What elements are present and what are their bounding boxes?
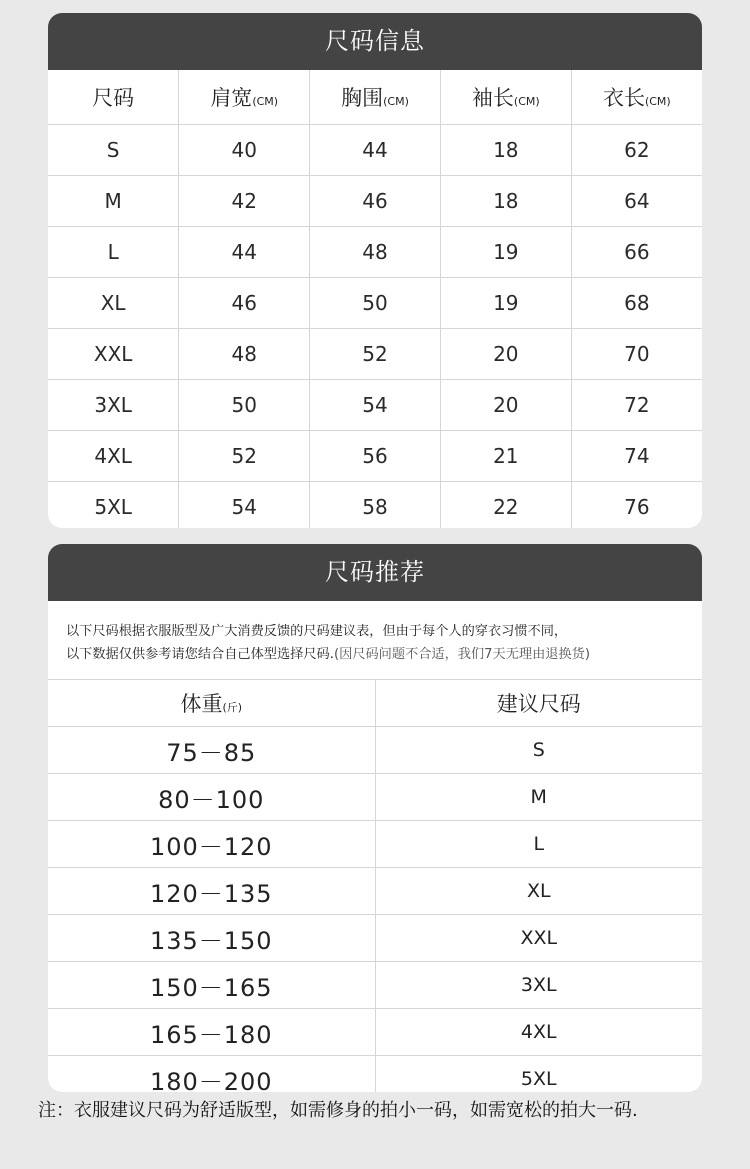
header-sleeve: 袖长(CM) [440,70,571,125]
cell-weight-range: 120－135 [48,868,375,915]
cell-length: 70 [571,329,702,380]
size-footnote: 注：衣服建议尺码为舒适版型，如需修身的拍小一码，如需宽松的拍大一码. [38,1100,638,1121]
table-row [48,329,702,380]
cell-chest: 48 [310,227,441,278]
cell-length: 76 [624,495,650,519]
cell-recommended-size: 3XL [375,962,702,1009]
table-row [48,1009,702,1056]
table-row [48,227,702,278]
size-info-header-row [48,70,702,125]
cell-size: 3XL [48,380,179,431]
cell-recommended-size: 5XL [520,1068,557,1090]
notice-line-2: 以下数据仅供参考请您结合自己体型选择尺码.(因尺码问题不合适，我们7天无理由退换货) [66,647,591,662]
cell-length: 62 [571,125,702,176]
cell-chest: 46 [310,176,441,227]
header-weight: 体重(斤) [48,680,375,727]
table-row [48,125,702,176]
header-length: 衣长(CM) [571,70,702,125]
header-shoulder: 肩宽(CM) [179,70,310,125]
header-chest: 胸围(CM) [310,70,441,125]
cell-length: 72 [571,380,702,431]
cell-chest: 58 [310,482,441,529]
cell-recommended-size: L [375,821,702,868]
table-row [48,431,702,482]
cell-size: L [48,227,179,278]
cell-sleeve: 21 [440,431,571,482]
cell-recommended-size: S [375,727,702,774]
header-size: 尺码 [48,70,179,125]
cell-sleeve: 20 [440,380,571,431]
cell-weight-range: 180－200 [48,1056,375,1093]
cell-size: 5XL [48,482,179,529]
cell-shoulder: 40 [179,125,310,176]
cell-weight-range: 75－85 [48,727,375,774]
cell-size: M [48,176,179,227]
cell-length: 74 [571,431,702,482]
size-recommend-table [48,680,702,1092]
cell-weight-range: 135－150 [48,915,375,962]
cell-recommended-size: XL [375,868,702,915]
table-row [48,176,702,227]
cell-length: 66 [571,227,702,278]
notice-return-policy: (因尺码问题不合适，我们7天无理由退换货) [333,647,591,662]
cell-shoulder: 44 [179,227,310,278]
cell-size: XXL [48,329,179,380]
cell-sleeve: 19 [440,227,571,278]
cell-shoulder: 46 [179,278,310,329]
cell-shoulder: 54 [179,482,310,529]
cell-weight-range: 150－165 [48,962,375,1009]
table-row [48,1056,702,1093]
table-row [48,821,702,868]
size-recommend-card [48,544,702,1092]
cell-chest: 50 [310,278,441,329]
cell-size: 4XL [48,431,179,482]
cell-shoulder: 48 [179,329,310,380]
cell-shoulder: 42 [179,176,310,227]
cell-length: 68 [571,278,702,329]
table-row [48,380,702,431]
table-row [48,915,702,962]
cell-weight-range: 80－100 [48,774,375,821]
cell-chest: 52 [310,329,441,380]
cell-shoulder: 50 [179,380,310,431]
cell-shoulder: 52 [179,431,310,482]
size-info-title: 尺码信息 [48,13,702,70]
cell-chest: 56 [310,431,441,482]
cell-sleeve: 18 [440,176,571,227]
cell-weight-range: 165－180 [48,1009,375,1056]
cell-size: S [48,125,179,176]
cell-sleeve: 20 [440,329,571,380]
table-row [48,278,702,329]
table-row [48,482,702,529]
cell-sleeve: 22 [440,482,571,529]
size-recommend-header-row [48,680,702,727]
table-row [48,962,702,1009]
size-recommend-title: 尺码推荐 [48,544,702,601]
cell-chest: 44 [310,125,441,176]
cell-size: XL [48,278,179,329]
table-row [48,727,702,774]
cell-recommended-size: M [375,774,702,821]
cell-length: 64 [571,176,702,227]
cell-sleeve: 18 [440,125,571,176]
cell-weight-range: 100－120 [48,821,375,868]
size-info-card [48,13,702,528]
cell-recommended-size: 4XL [375,1009,702,1056]
cell-recommended-size: XXL [375,915,702,962]
cell-chest: 54 [310,380,441,431]
size-recommend-notice [48,601,702,680]
table-row [48,868,702,915]
notice-line-1: 以下尺码根据衣服版型及广大消费反馈的尺码建议表，但由于每个人的穿衣习惯不同， [66,624,568,639]
cell-sleeve: 19 [440,278,571,329]
header-recommended-size: 建议尺码 [375,680,702,727]
size-info-table [48,70,702,528]
table-row [48,774,702,821]
